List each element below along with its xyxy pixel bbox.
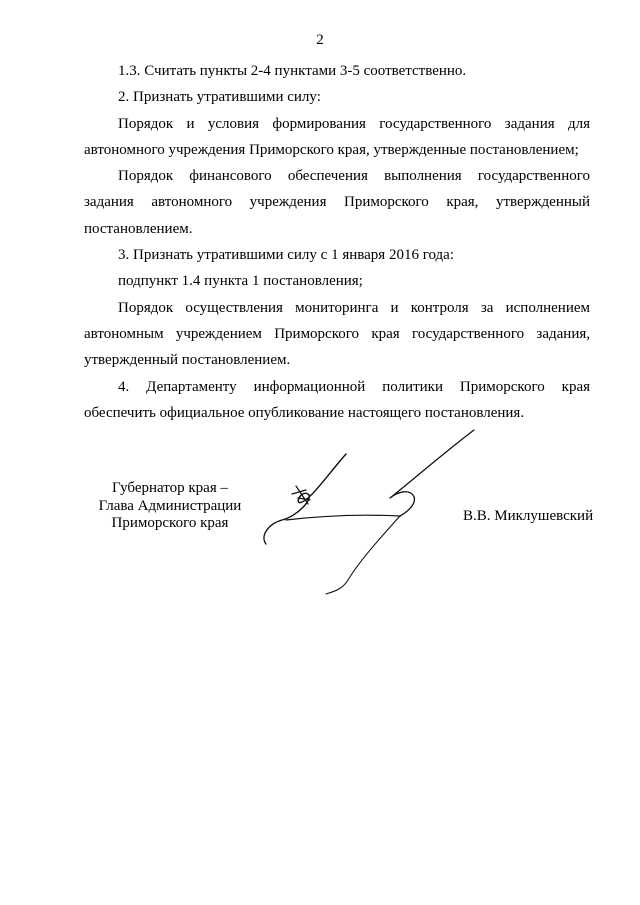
signature-stroke	[286, 515, 400, 520]
signatory-title-line: Приморского края	[111, 515, 229, 531]
signatory-title-line: Губернатор края –	[112, 480, 228, 496]
paragraph-2: 2. Признать утратившими силу:	[118, 89, 321, 106]
paragraph-4: 4. Департаменту информационной политики Приморского края обеспечить официальное опубликование настоящего постановления.	[84, 378, 590, 421]
paragraph-3-item-2: Порядок осуществления мониторинга и контроля за исполнением автономным учреждением Приморского края государственного задания, утвержденный постановлением.	[84, 299, 590, 369]
signatory-name: В.В. Миклушевский	[463, 508, 594, 524]
document-body	[84, 58, 590, 426]
page-number: 2	[316, 32, 324, 48]
paragraph-2-item-2: Порядок финансового обеспечения выполнения государственного задания автономного учреждения Приморского края, утвержденный постановлением.	[84, 168, 590, 237]
signature-stroke	[326, 516, 400, 594]
paragraph-3-item-1: подпункт 1.4 пункта 1 постановления;	[118, 273, 363, 290]
handwritten-signature	[250, 420, 490, 600]
paragraph-1-3: 1.3. Считать пункты 2-4 пунктами 3-5 соответственно.	[118, 63, 467, 79]
paragraph-3: 3. Признать утратившими силу с 1 января 2016 года:	[118, 247, 454, 264]
signatory-title-line: Глава Администрации	[98, 497, 242, 514]
signature-stroke	[390, 430, 474, 516]
paragraph-2-item-1: Порядок и условия формирования государственного задания для автономного учреждения Приморского края, утвержденные постановлением;	[84, 115, 590, 158]
signatory-title	[90, 480, 250, 533]
